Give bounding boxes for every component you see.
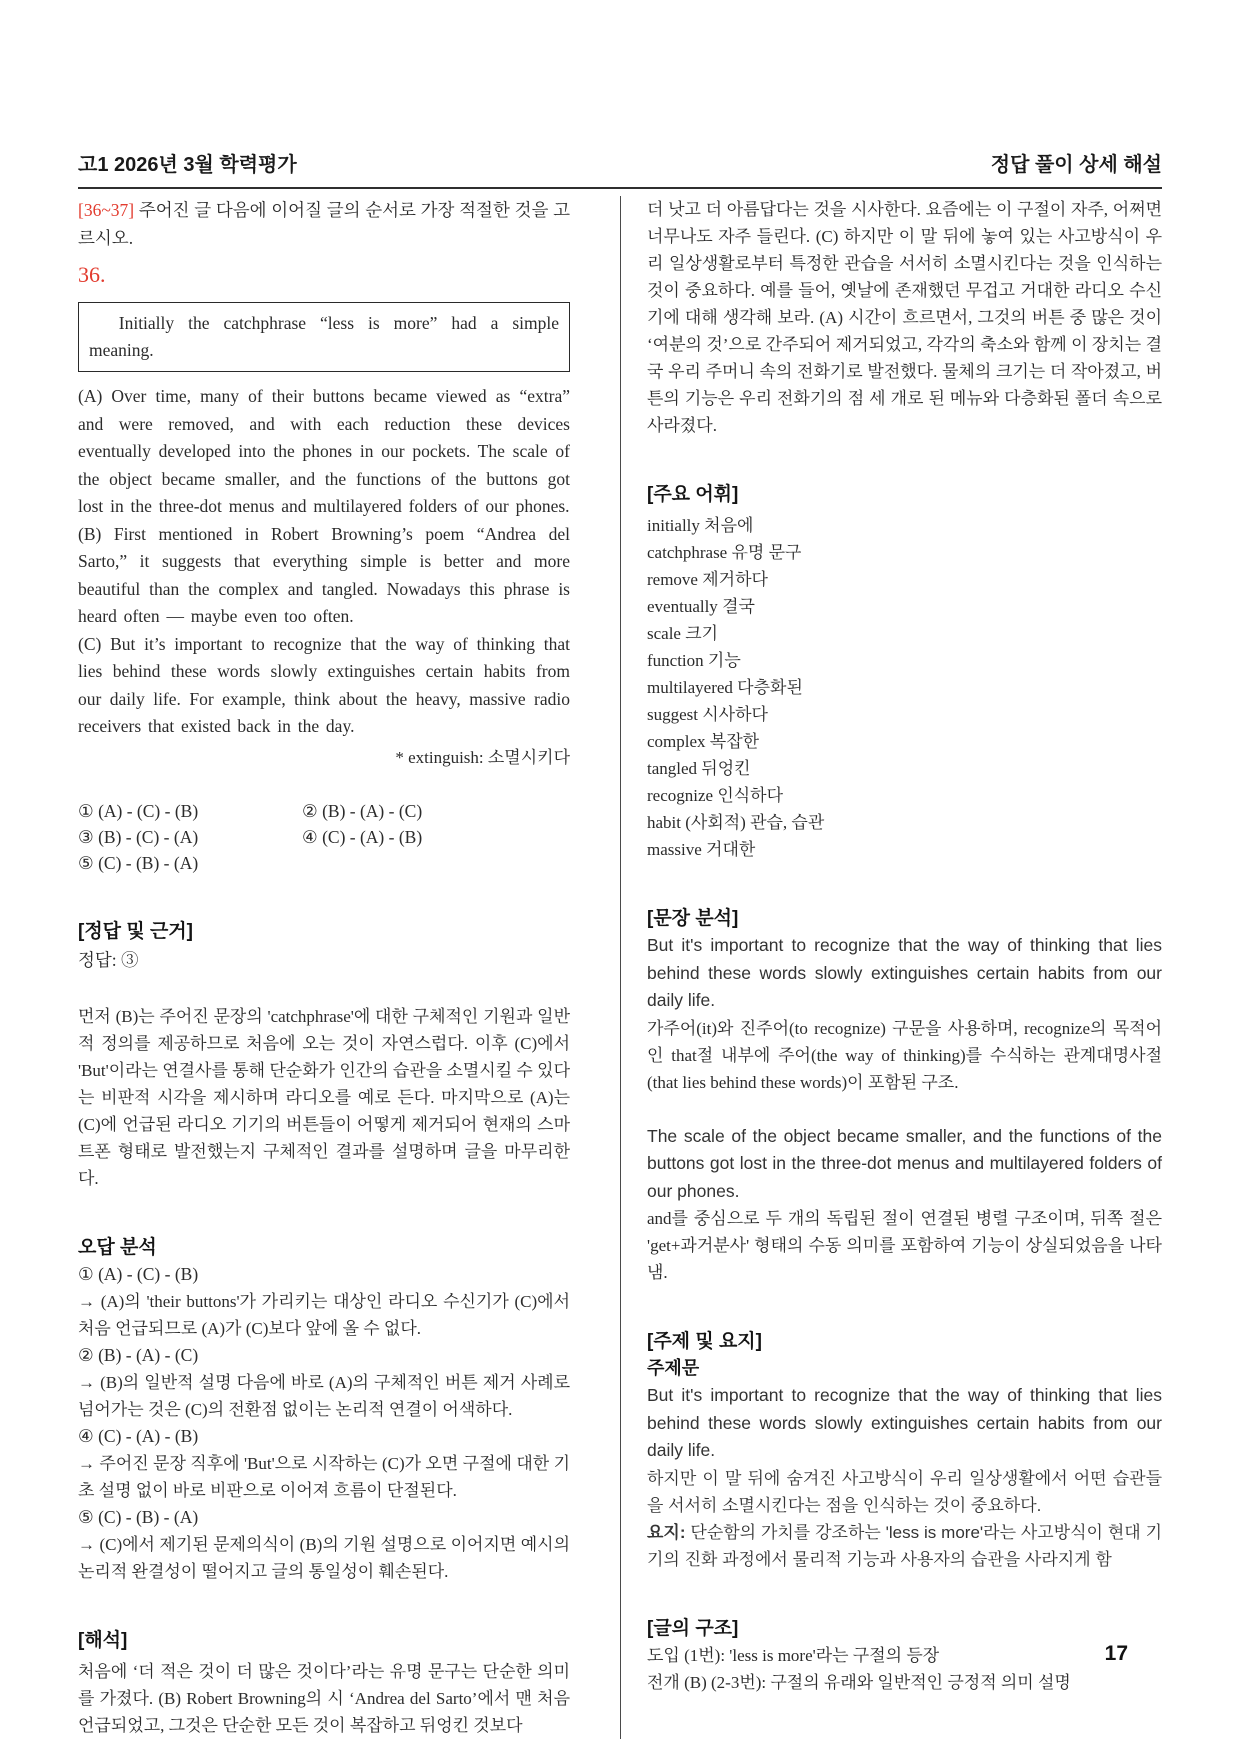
wrong-option-line: ② (B) - (A) - (C)	[78, 1344, 199, 1365]
gist-text: 단순함의 가치를 강조하는 'less is more'라는 사고방식이 현대 기기의 진화 과정에서 물리적 기능과 사용자의 습관을 사라지게 함	[647, 1522, 1162, 1569]
structure-line-development: 전개 (B) (2-3번): 구절의 유래와 일반적인 긍정적 의미 설명	[647, 1672, 1071, 1692]
wrong-option-line: ① (A) - (C) - (B)	[78, 1263, 199, 1284]
analyzed-sentence: The scale of the object became smaller, and the functions of the buttons got lost in the three-dot menus and multilayered folders of our phones.	[647, 1125, 1162, 1201]
theme-section	[647, 1328, 1162, 1573]
gist-label: 요지:	[647, 1522, 686, 1542]
vocab-word: multilayered	[647, 678, 733, 697]
vocab-item	[647, 566, 1162, 593]
header-exam-title: 고1 2026년 3월 학력평가	[78, 154, 297, 176]
vocab-item	[647, 701, 1162, 728]
vocab-item	[647, 512, 1162, 539]
vocab-meaning: (사회적) 관습, 습관	[685, 813, 825, 832]
answer-line: 정답: ③	[78, 949, 139, 970]
vocabulary-section	[647, 481, 1162, 863]
wrong-answer-title: 오답 분석	[78, 1236, 157, 1258]
vocab-item	[647, 836, 1162, 863]
structure-line-intro: 도입 (1번): 'less is more'라는 구절의 등장	[647, 1645, 940, 1665]
options-row	[78, 850, 570, 876]
vocab-meaning: 유명 문구	[731, 543, 802, 562]
theme-title: [주제 및 요지]	[647, 1331, 762, 1352]
answer-reasoning: 먼저 (B)는 주어진 문장의 'catchphrase'에 대한 구체적인 기원과 일반적 정의를 제공하므로 처음에 오는 것이 자연스럽다. 이후 (C)에서 'But'이라는 연결사를 통해 단순화가 인간의 습관을 소멸시킬 수 있다는 비판적 시각을 제시하며 라디오를 예로 든다. 마지막으로 (A)는 (C)에 언급된 라디오 기기의 버튼들이 어떻게 제거되어 현재의 스마트폰 형태로 발전했는지 구체적인 결과를 설명하며 글을 마무리한다.	[78, 1006, 570, 1188]
passage-paragraph-b: (B) First mentioned in Robert Browning’s poem “Andrea del Sarto,” it suggests that everything simple is better and more beautiful than the complex and tangled. Nowadays this phrase is heard often — maybe even too often.	[78, 523, 570, 626]
vocab-item	[647, 647, 1162, 674]
gist-line	[647, 1519, 1162, 1573]
vocab-meaning: 크기	[685, 624, 719, 643]
vocab-meaning: 시사하다	[702, 705, 768, 724]
topic-sentence: But it's important to recognize that the way of thinking that lies behind these words slowly extinguishes certain habits from our daily life.	[647, 1385, 1162, 1460]
vocab-item	[647, 782, 1162, 809]
structure-title: [글의 구조]	[647, 1617, 739, 1639]
wrong-option-reason: → (C)에서 제기된 문제의식이 (B)의 기원 설명으로 이어지면 예시의 논리적 완결성이 떨어지고 글의 통일성이 훼손된다.	[78, 1534, 570, 1581]
options-row	[78, 824, 570, 850]
vocab-item	[647, 620, 1162, 647]
passage-paragraph-c: (C) But it’s important to recognize that the way of thinking that lies behind these words slowly extinguishes certain habits from our daily life. For example, think about the heavy, massive radio receivers that existed back in the day.	[78, 633, 570, 736]
vocab-meaning: 처음에	[704, 516, 754, 535]
passage	[78, 383, 570, 741]
options-list	[78, 798, 570, 876]
topic-sentence-label: 주제문	[647, 1358, 700, 1378]
analyzed-sentence: But it's important to recognize that the way of thinking that lies behind these words slowly extinguishes certain habits from our daily life.	[647, 935, 1162, 1010]
wrong-option-reason: → (B)의 일반적 설명 다음에 바로 (A)의 구체적인 버튼 제거 사례로 넘어가는 것은 (C)의 전환점 없이는 논리적 연결이 어색하다.	[78, 1372, 570, 1419]
answer-section-title: [정답 및 근거]	[78, 920, 193, 942]
answer-section	[78, 918, 570, 1192]
translation-title: [해석]	[78, 1629, 128, 1651]
wrong-answer-section	[78, 1234, 570, 1585]
vocab-word: remove	[647, 570, 698, 589]
vocab-item	[647, 539, 1162, 566]
vocab-word: scale	[647, 624, 681, 643]
wrong-option-line: ④ (C) - (A) - (B)	[78, 1425, 199, 1446]
vocab-word: eventually	[647, 597, 718, 616]
vocab-word: initially	[647, 516, 700, 535]
vocab-meaning: 인식하다	[717, 786, 784, 805]
sentence-analysis-text: and를 중심으로 두 개의 독립된 절이 연결된 병렬 구조이며, 뒤쪽 절은 'get+과거분사' 형태의 수동 의미를 포함하여 기능이 상실되었음을 나타냄.	[647, 1209, 1162, 1282]
vocab-word: habit	[647, 813, 681, 832]
translation-text-continued: 더 낫고 더 아름답다는 것을 시사한다. 요즘에는 이 구절이 자주, 어쩌면 너무나도 자주 들린다. (C) 하지만 이 말 뒤에 놓여 있는 사고방식이 우리 일상생활로부터 특정한 관습을 서서히 소멸시킨다는 것을 인식하는 것이 중요하다. 예를 들어, 옛날에 존재했던 무겁고 거대한 라디오 수신기에 대해 생각해 보라. (A) 시간이 흐르면서, 그것의 버튼 중 많은 것이 ‘여분의 것’으로 간주되어 제거되었고, 각각의 축소와 함께 이 장치는 결국 우리 주머니 속의 전화기로 발전했다. 물체의 크기는 더 작아졌고, 버튼의 기능은 우리 전화기의 점 세 개로 된 메뉴와 다층화된 폴더 속으로 사라졌다.	[647, 200, 1162, 435]
vocab-item	[647, 674, 1162, 701]
given-sentence: Initially the catchphrase “less is more” had a simple meaning.	[89, 313, 559, 360]
topic-sentence-translation: 하지만 이 말 뒤에 숨겨진 사고방식이 우리 일상생활에서 어떤 습관들을 서서히 소멸시킨다는 점을 인식하는 것이 중요하다.	[647, 1468, 1162, 1515]
wrong-option-reason: → (A)의 'their buttons'가 가리키는 대상인 라디오 수신기가 (C)에서 처음 언급되므로 (A)가 (C)보다 앞에 올 수 없다.	[78, 1291, 570, 1338]
page-number: 17	[1104, 1642, 1128, 1665]
glossary-footnote: * extinguish: 소멸시키다	[395, 747, 570, 767]
vocab-item	[647, 728, 1162, 755]
vocab-meaning: 뒤엉킨	[701, 759, 751, 778]
vocabulary-list	[647, 512, 1162, 863]
vocab-meaning: 기능	[707, 651, 741, 670]
vocab-item	[647, 809, 1162, 836]
question-instruction-text: 주어진 글 다음에 이어질 글의 순서로 가장 적절한 것을 고르시오.	[78, 200, 570, 248]
vocab-word: recognize	[647, 786, 714, 805]
translation-section	[78, 1627, 570, 1739]
vocab-meaning: 복잡한	[709, 732, 760, 751]
translation-text-left: 처음에 ‘더 적은 것이 더 많은 것이다’라는 유명 문구는 단순한 의미를 가졌다. (B) Robert Browning의 시 ‘Andrea del Sarto’에서 맨 처음 언급되었고, 그것은 단순한 모든 것이 복잡하고 뒤엉킨 것보다	[78, 1661, 570, 1735]
vocab-word: tangled	[647, 759, 698, 778]
option-2: ② (B) - (A) - (C)	[302, 800, 423, 821]
header-doc-title: 정답 풀이 상세 해설	[990, 154, 1162, 176]
option-3: ③ (B) - (C) - (A)	[78, 826, 199, 847]
vocab-word: massive	[647, 840, 702, 859]
vocab-word: function	[647, 651, 704, 670]
question-number: 36.	[78, 262, 106, 287]
vocab-word: catchphrase	[647, 543, 728, 562]
vocab-meaning: 거대한	[706, 840, 756, 859]
vocab-item	[647, 755, 1162, 782]
option-5: ⑤ (C) - (B) - (A)	[78, 852, 199, 873]
vocabulary-title: [주요 어휘]	[647, 484, 739, 505]
sentence-analysis-title: [문장 분석]	[647, 908, 739, 929]
wrong-option-line: ⑤ (C) - (B) - (A)	[78, 1506, 199, 1527]
vocab-word: complex	[647, 732, 706, 751]
right-column	[620, 196, 1162, 1739]
structure-section	[647, 1615, 1162, 1696]
left-column	[78, 196, 570, 1739]
given-sentence-box	[78, 302, 570, 372]
vocab-word: suggest	[647, 705, 698, 724]
content-columns	[78, 196, 1162, 1739]
options-row	[78, 798, 570, 824]
page-header	[78, 148, 1162, 177]
question-range-label: [36~37]	[78, 200, 135, 220]
option-4: ④ (C) - (A) - (B)	[302, 826, 423, 847]
sentence-analysis-text: 가주어(it)와 진주어(to recognize) 구문을 사용하며, recognize의 목적어인 that절 내부에 주어(the way of thinking)를 수식하는 관계대명사절(that lies behind these words)이 포함된 구조.	[647, 1018, 1162, 1092]
vocab-meaning: 제거하다	[702, 570, 768, 589]
vocab-meaning: 결국	[722, 597, 755, 616]
vocab-item	[647, 593, 1162, 620]
header-divider-line	[78, 187, 1162, 189]
question-instruction	[78, 196, 570, 252]
option-1: ① (A) - (C) - (B)	[78, 800, 199, 821]
sentence-analysis-section	[647, 905, 1162, 1286]
wrong-option-reason: → 주어진 문장 직후에 'But'으로 시작하는 (C)가 오면 구절에 대한 기초 설명 없이 바로 비판으로 이어져 흐름이 단절된다.	[78, 1453, 570, 1500]
vocab-meaning: 다층화된	[737, 678, 803, 697]
passage-paragraph-a: (A) Over time, many of their buttons became viewed as “extra” and were removed, and with each reduction these devices eventually developed into the phones in our pockets. The scale of the object became smaller, and the functions of the buttons got lost in the three-dot menus and multilayered folders of our phones.	[78, 386, 570, 516]
